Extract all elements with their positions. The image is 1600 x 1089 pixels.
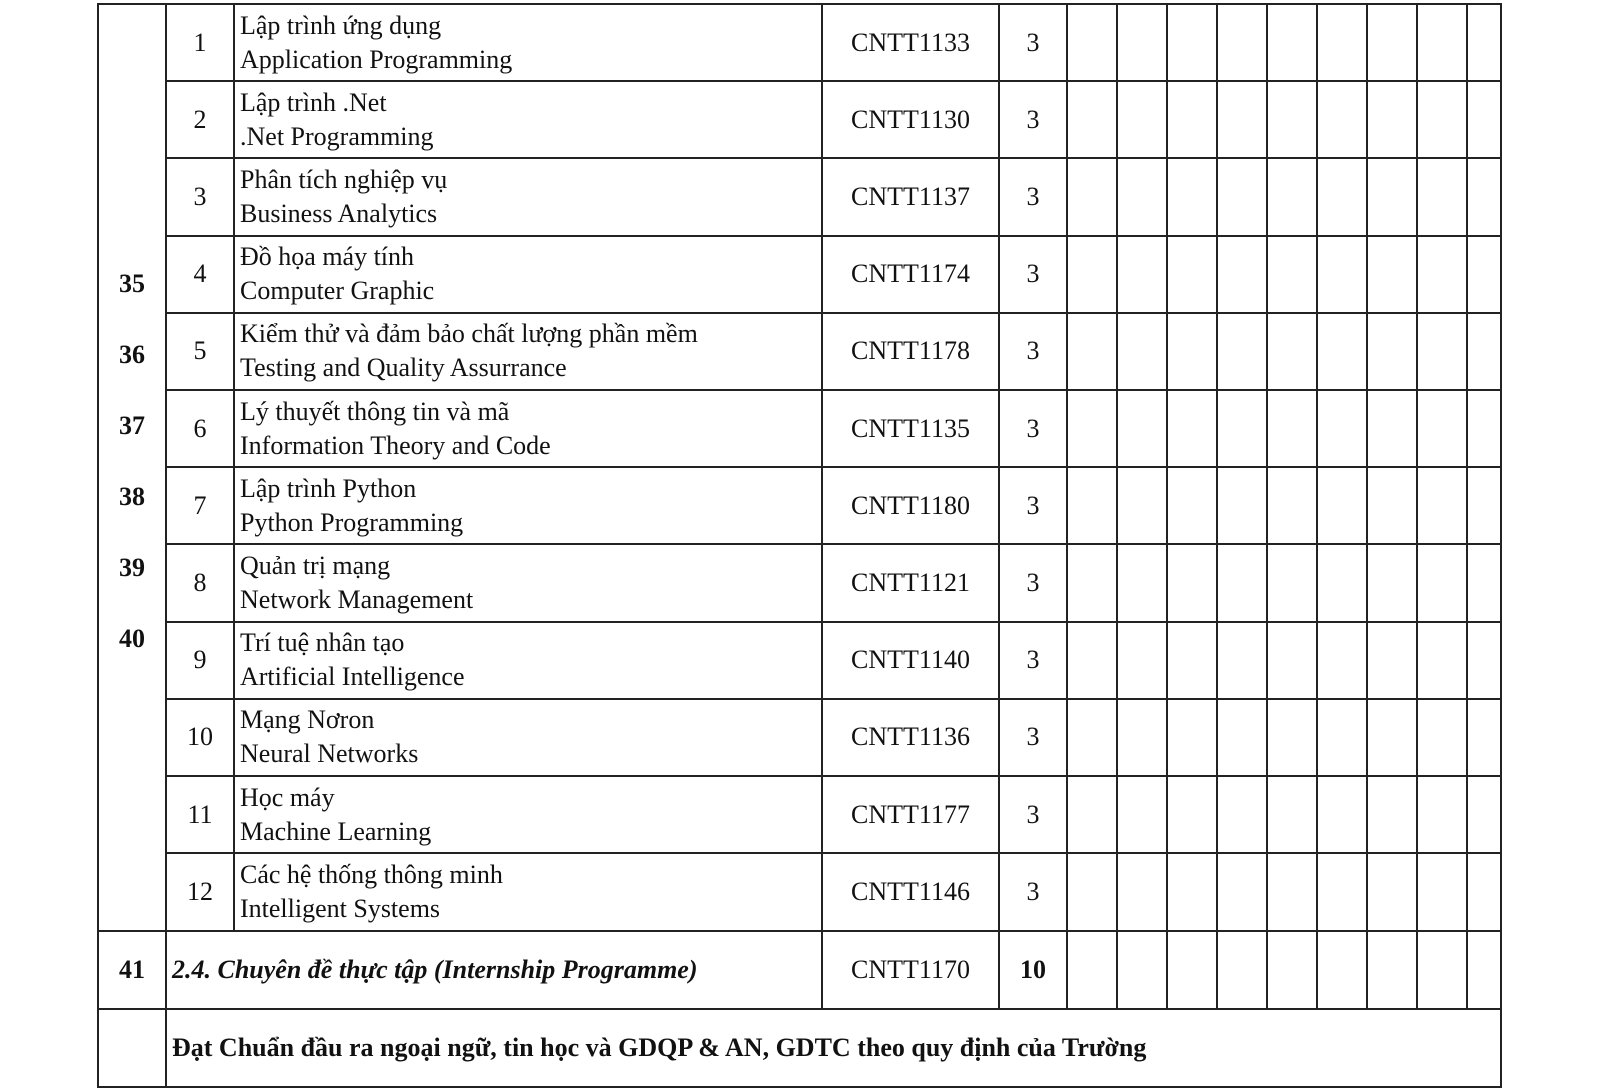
semester-cell <box>1367 776 1417 853</box>
course-credits: 3 <box>999 236 1067 313</box>
semester-cell <box>1367 313 1417 390</box>
course-name <box>234 544 822 621</box>
internship-row <box>98 931 1501 1008</box>
semester-cell <box>1317 4 1367 81</box>
course-code: CNTT1133 <box>822 4 999 81</box>
table-row <box>98 313 1501 390</box>
course-code: CNTT1136 <box>822 699 999 776</box>
semester-cell <box>1217 390 1267 467</box>
semester-cell <box>1367 81 1417 158</box>
course-name <box>234 699 822 776</box>
semester-cell <box>1317 158 1367 235</box>
semester-cell <box>1417 158 1467 235</box>
group-sequence-numbers <box>99 5 165 693</box>
semester-cell <box>1417 81 1467 158</box>
course-name-en: Information Theory and Code <box>240 430 551 460</box>
semester-cell <box>1117 853 1167 931</box>
semester-cell <box>1167 81 1217 158</box>
requirement-blank-cell <box>98 1009 166 1087</box>
semester-cell <box>1317 699 1367 776</box>
semester-cell <box>1117 313 1167 390</box>
semester-cell <box>1217 699 1267 776</box>
semester-cell <box>1067 776 1117 853</box>
course-number: 11 <box>166 776 234 853</box>
course-credits: 3 <box>999 158 1067 235</box>
course-name-vi: Đồ họa máy tính <box>240 242 415 272</box>
semester-cell <box>1317 81 1367 158</box>
semester-cell <box>1267 390 1317 467</box>
semester-cell <box>1367 4 1417 81</box>
semester-cell <box>1417 853 1467 931</box>
course-credits: 3 <box>999 622 1067 699</box>
course-name <box>234 853 822 931</box>
course-credits: 3 <box>999 699 1067 776</box>
table-row <box>98 776 1501 853</box>
course-name <box>234 390 822 467</box>
curriculum-table <box>97 3 1502 1088</box>
semester-cell <box>1067 622 1117 699</box>
course-name-vi: Kiểm thử và đảm bảo chất lượng phần mềm <box>240 319 698 349</box>
semester-cell <box>1417 931 1467 1008</box>
course-name-vi: Lập trình .Net <box>240 87 387 117</box>
course-number: 7 <box>166 467 234 544</box>
semester-cell <box>1317 467 1367 544</box>
course-number: 10 <box>166 699 234 776</box>
course-number: 12 <box>166 853 234 931</box>
table-row <box>98 158 1501 235</box>
semester-cell <box>1167 4 1217 81</box>
course-credits: 3 <box>999 313 1067 390</box>
semester-cell <box>1167 931 1217 1008</box>
semester-cell <box>1467 390 1501 467</box>
semester-cell <box>1117 699 1167 776</box>
course-number: 5 <box>166 313 234 390</box>
semester-cell <box>1367 544 1417 621</box>
semester-cell <box>1367 853 1417 931</box>
semester-cell <box>1167 390 1217 467</box>
semester-cell <box>1117 81 1167 158</box>
semester-cell <box>1367 158 1417 235</box>
graduation-requirement-text: Đạt Chuẩn đầu ra ngoại ngữ, tin học và GDQP & AN, GDTC theo quy định của Trường <box>166 1009 1501 1087</box>
semester-cell <box>1467 81 1501 158</box>
course-code: CNTT1137 <box>822 158 999 235</box>
semester-cell <box>1117 158 1167 235</box>
semester-cell <box>1267 853 1317 931</box>
semester-cell <box>1117 544 1167 621</box>
internship-title: 2.4. Chuyên đề thực tập (Internship Programme) <box>166 931 822 1008</box>
semester-cell <box>1117 622 1167 699</box>
course-code: CNTT1135 <box>822 390 999 467</box>
semester-cell <box>1217 158 1267 235</box>
semester-cell <box>1167 776 1217 853</box>
semester-cell <box>1167 158 1217 235</box>
semester-cell <box>1267 313 1317 390</box>
semester-cell <box>1367 390 1417 467</box>
semester-cell <box>1167 236 1217 313</box>
table-row <box>98 544 1501 621</box>
course-name-vi: Lý thuyết thông tin và mã <box>240 396 510 426</box>
course-name <box>234 4 822 81</box>
course-number: 2 <box>166 81 234 158</box>
semester-cell <box>1417 390 1467 467</box>
course-name-vi: Lập trình Python <box>240 473 417 503</box>
course-code: CNTT1130 <box>822 81 999 158</box>
semester-cell <box>1117 390 1167 467</box>
semester-cell <box>1467 853 1501 931</box>
semester-cell <box>1417 4 1467 81</box>
group-sequence-number: 35 <box>119 269 145 298</box>
table-row <box>98 236 1501 313</box>
semester-cell <box>1367 467 1417 544</box>
semester-cell <box>1417 467 1467 544</box>
semester-cell <box>1217 544 1267 621</box>
semester-cell <box>1317 931 1367 1008</box>
semester-cell <box>1317 853 1367 931</box>
semester-cell <box>1117 236 1167 313</box>
group-sequence-number: 36 <box>119 340 145 369</box>
semester-cell <box>1417 776 1467 853</box>
semester-cell <box>1067 158 1117 235</box>
semester-cell <box>1217 622 1267 699</box>
course-credits: 3 <box>999 81 1067 158</box>
course-name-vi: Các hệ thống thông minh <box>240 860 503 890</box>
course-name-vi: Học máy <box>240 782 335 812</box>
semester-cell <box>1267 158 1317 235</box>
semester-cell <box>1267 622 1317 699</box>
semester-cell <box>1117 467 1167 544</box>
group-sequence-cell <box>98 4 166 931</box>
semester-cell <box>1217 313 1267 390</box>
semester-cell <box>1417 699 1467 776</box>
semester-cell <box>1367 622 1417 699</box>
course-code: CNTT1140 <box>822 622 999 699</box>
semester-cell <box>1267 236 1317 313</box>
semester-cell <box>1067 390 1117 467</box>
semester-cell <box>1167 699 1217 776</box>
course-name-vi: Phân tích nghiệp vụ <box>240 165 448 194</box>
course-name-en: Artificial Intelligence <box>240 662 465 692</box>
course-name-en: Python Programming <box>240 507 464 537</box>
course-credits: 3 <box>999 853 1067 931</box>
course-name-en: .Net Programming <box>240 121 434 151</box>
table-row <box>98 4 1501 81</box>
course-name-en: Application Programming <box>240 44 513 74</box>
semester-cell <box>1217 4 1267 81</box>
semester-cell <box>1067 81 1117 158</box>
semester-cell <box>1067 4 1117 81</box>
semester-cell <box>1367 699 1417 776</box>
semester-cell <box>1417 622 1467 699</box>
semester-cell <box>1217 776 1267 853</box>
semester-cell <box>1467 236 1501 313</box>
semester-cell <box>1317 622 1367 699</box>
semester-cell <box>1317 776 1367 853</box>
course-name-en: Network Management <box>240 585 474 615</box>
course-code: CNTT1180 <box>822 467 999 544</box>
semester-cell <box>1367 236 1417 313</box>
group-sequence-number: 40 <box>119 624 145 653</box>
internship-credits: 10 <box>999 931 1067 1008</box>
course-name <box>234 236 822 313</box>
course-number: 3 <box>166 158 234 235</box>
course-credits: 3 <box>999 776 1067 853</box>
semester-cell <box>1117 776 1167 853</box>
semester-cell <box>1217 931 1267 1008</box>
semester-cell <box>1167 544 1217 621</box>
semester-cell <box>1217 81 1267 158</box>
semester-cell <box>1067 931 1117 1008</box>
course-name-vi: Quản trị mạng <box>240 551 391 581</box>
table-row <box>98 390 1501 467</box>
semester-cell <box>1467 776 1501 853</box>
semester-cell <box>1067 544 1117 621</box>
semester-cell <box>1417 313 1467 390</box>
course-name-vi: Lập trình ứng dụng <box>240 10 442 40</box>
semester-cell <box>1317 236 1367 313</box>
semester-cell <box>1267 776 1317 853</box>
semester-cell <box>1067 467 1117 544</box>
course-name <box>234 776 822 853</box>
semester-cell <box>1067 313 1117 390</box>
group-sequence-number: 39 <box>119 553 145 582</box>
internship-sequence: 41 <box>98 931 166 1008</box>
semester-cell <box>1467 4 1501 81</box>
course-name <box>234 622 822 699</box>
semester-cell <box>1317 313 1367 390</box>
semester-cell <box>1467 699 1501 776</box>
course-credits: 3 <box>999 390 1067 467</box>
semester-cell <box>1267 467 1317 544</box>
course-number: 1 <box>166 4 234 81</box>
semester-cell <box>1267 699 1317 776</box>
semester-cell <box>1417 544 1467 621</box>
semester-cell <box>1267 81 1317 158</box>
semester-cell <box>1467 158 1501 235</box>
semester-cell <box>1067 853 1117 931</box>
semester-cell <box>1317 390 1367 467</box>
course-credits: 3 <box>999 467 1067 544</box>
semester-cell <box>1167 467 1217 544</box>
course-number: 9 <box>166 622 234 699</box>
semester-cell <box>1467 622 1501 699</box>
course-code: CNTT1146 <box>822 853 999 931</box>
internship-code: CNTT1170 <box>822 931 999 1008</box>
semester-cell <box>1467 544 1501 621</box>
requirement-row <box>98 1009 1501 1087</box>
course-number: 8 <box>166 544 234 621</box>
semester-cell <box>1067 236 1117 313</box>
course-name-en: Computer Graphic <box>240 276 435 306</box>
semester-cell <box>1467 313 1501 390</box>
course-name-en: Business Analytics <box>240 199 438 228</box>
semester-cell <box>1117 4 1167 81</box>
course-name-en: Machine Learning <box>240 816 432 846</box>
course-name-vi: Trí tuệ nhân tạo <box>240 628 405 658</box>
course-name <box>234 81 822 158</box>
semester-cell <box>1067 699 1117 776</box>
course-name <box>234 467 822 544</box>
course-code: CNTT1177 <box>822 776 999 853</box>
semester-cell <box>1167 853 1217 931</box>
semester-cell <box>1167 313 1217 390</box>
group-sequence-number: 37 <box>119 411 145 440</box>
course-number: 4 <box>166 236 234 313</box>
course-code: CNTT1121 <box>822 544 999 621</box>
course-name-vi: Mạng Nơron <box>240 705 375 735</box>
table-row <box>98 622 1501 699</box>
semester-cell <box>1467 931 1501 1008</box>
semester-cell <box>1117 931 1167 1008</box>
course-number: 6 <box>166 390 234 467</box>
semester-cell <box>1317 544 1367 621</box>
course-name-en: Intelligent Systems <box>240 894 441 924</box>
course-credits: 3 <box>999 544 1067 621</box>
semester-cell <box>1417 236 1467 313</box>
semester-cell <box>1267 4 1317 81</box>
semester-cell <box>1267 931 1317 1008</box>
semester-cell <box>1217 236 1267 313</box>
course-name <box>234 158 822 235</box>
course-name <box>234 313 822 390</box>
semester-cell <box>1167 622 1217 699</box>
course-credits: 3 <box>999 4 1067 81</box>
group-sequence-number: 38 <box>119 482 145 511</box>
table-row <box>98 81 1501 158</box>
course-name-en: Neural Networks <box>240 739 419 769</box>
semester-cell <box>1467 467 1501 544</box>
table-row <box>98 853 1501 931</box>
table-row <box>98 467 1501 544</box>
table-row <box>98 699 1501 776</box>
semester-cell <box>1267 544 1317 621</box>
semester-cell <box>1367 931 1417 1008</box>
course-code: CNTT1178 <box>822 313 999 390</box>
semester-cell <box>1217 853 1267 931</box>
course-name-en: Testing and Quality Assurrance <box>240 353 567 383</box>
semester-cell <box>1217 467 1267 544</box>
course-code: CNTT1174 <box>822 236 999 313</box>
